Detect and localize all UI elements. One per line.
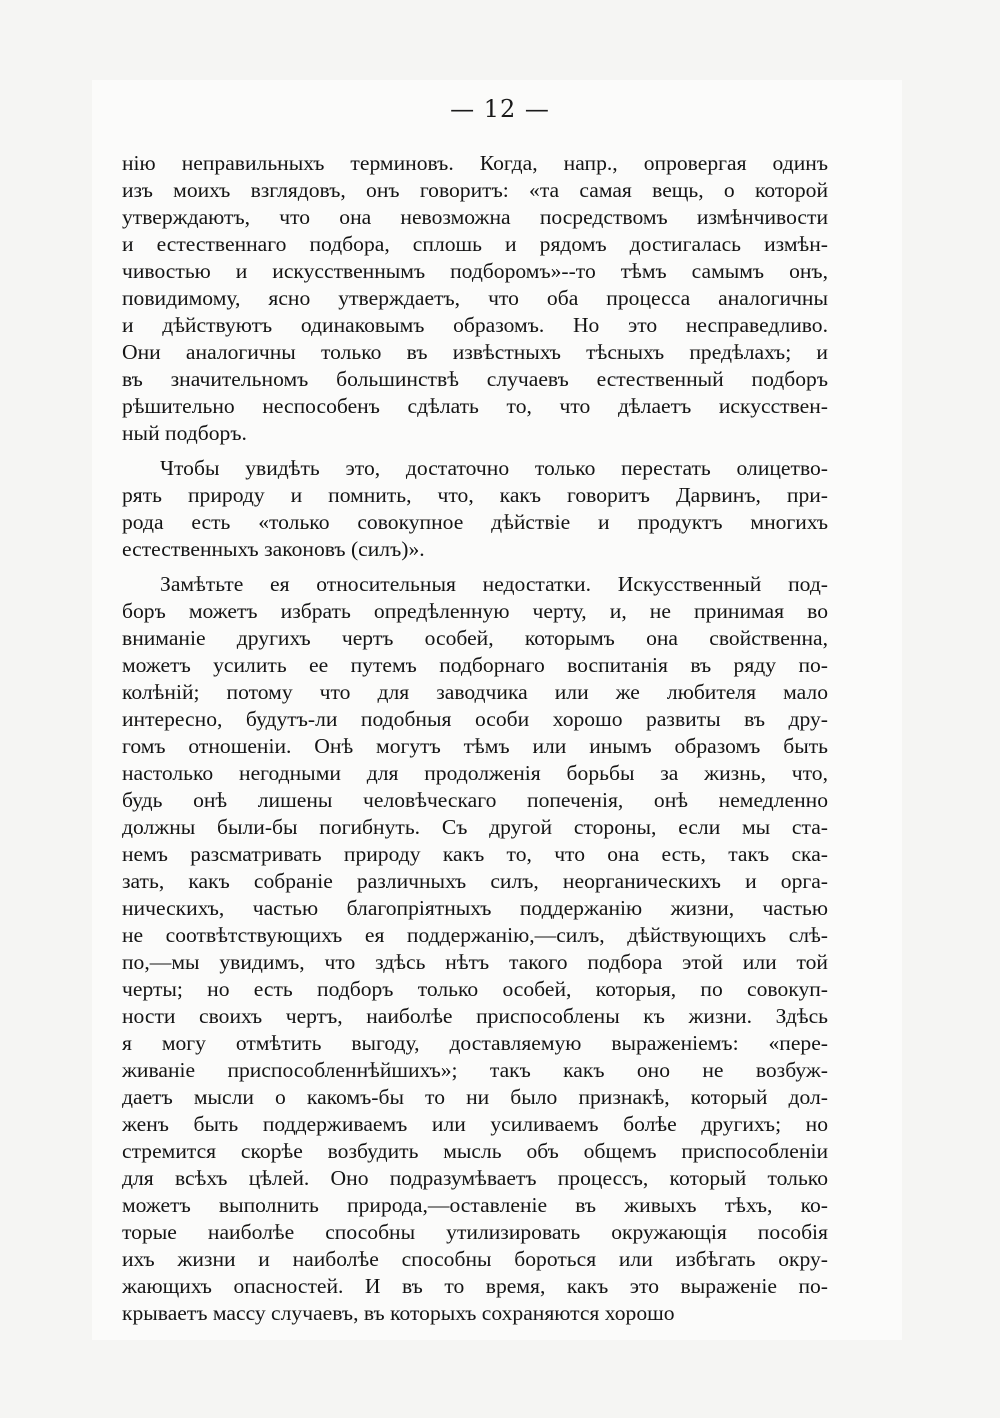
text-line: для всѣхъ цѣлей. Оно подразумѣваетъ процессъ, который только <box>122 1166 828 1190</box>
text-line: Они аналогичны только въ извѣстныхъ тѣсныхъ предѣлахъ; и <box>122 340 828 364</box>
text-line: рѣшительно неспособенъ сдѣлать то, что дѣлаетъ искусствен- <box>122 394 828 418</box>
text-line: можетъ выполнить природа,—оставленіе въ живыхъ тѣхъ, ко- <box>122 1193 828 1217</box>
text-line: я могу отмѣтить выгоду, доставляемую выраженіемъ: «пере- <box>122 1031 828 1055</box>
paragraph <box>122 150 828 447</box>
text-line: и естественнаго подбора, сплошь и рядомъ достигалась измѣн- <box>122 232 828 256</box>
text-line: рять природу и помнить, что, какъ говоритъ Дарвинъ, при- <box>122 483 828 507</box>
text-line: настолько негодными для продолженія борьбы за жизнь, что, <box>122 761 828 785</box>
text-line: жающихъ опасностей. И въ то время, какъ это выраженіе по- <box>122 1274 828 1298</box>
text-line: въ значительномъ большинствѣ случаевъ естественный подборъ <box>122 367 828 391</box>
text-line: изъ моихъ взглядовъ, онъ говоритъ: «та самая вещь, о которой <box>122 178 828 202</box>
text-line: живаніе приспособленнѣйшихъ»; такъ какъ оно не возбуж- <box>122 1058 828 1082</box>
text-line: торые наиболѣе способны утилизировать окружающія пособія <box>122 1220 828 1244</box>
text-line: Чтобы увидѣть это, достаточно только перестать олицетво- <box>160 456 828 480</box>
text-line: повидимому, ясно утверждаетъ, что оба процесса аналогичны <box>122 286 828 310</box>
text-line: колѣній; потому что для заводчика или же любителя мало <box>122 680 828 704</box>
text-line: ническихъ, частью благопріятныхъ поддержанію жизни, частью <box>122 896 828 920</box>
text-line: будь онѣ лишены человѣческаго попеченія, онѣ немедленно <box>122 788 828 812</box>
text-line: должны были-бы погибнуть. Съ другой стороны, если мы ста- <box>122 815 828 839</box>
text-line: боръ можетъ избрать опредѣленную черту, и, не принимая во <box>122 599 828 623</box>
text-line: чивостью и искусственнымъ подборомъ»--то тѣмъ самымъ онъ, <box>122 259 828 283</box>
paragraph <box>122 571 828 1327</box>
text-line: гомъ отношеніи. Онѣ могутъ тѣмъ или инымъ образомъ быть <box>122 734 828 758</box>
text-line: рода есть «только совокупное дѣйствіе и продуктъ многихъ <box>122 510 828 534</box>
text-line: не соотвѣтствующихъ ея поддержанію,—силъ, дѣйствующихъ слѣ- <box>122 923 828 947</box>
text-line: немъ разсматривать природу какъ то, что она есть, такъ ска- <box>122 842 828 866</box>
text-line: даетъ мысли о какомъ-бы то ни было признакѣ, который дол- <box>122 1085 828 1109</box>
text-line: крываетъ массу случаевъ, въ которыхъ сохраняются хорошо <box>122 1301 675 1325</box>
paragraph-gap <box>122 447 828 455</box>
text-line: можетъ усилить ее путемъ подборнаго воспитанія въ ряду по- <box>122 653 828 677</box>
text-line: черты; но есть подборъ только особей, которыя, по совокуп- <box>122 977 828 1001</box>
text-line: ихъ жизни и наиболѣе способны бороться или избѣгать окру- <box>122 1247 828 1271</box>
text-line: ности своихъ чертъ, наиболѣе приспособлены къ жизни. Здѣсь <box>122 1004 828 1028</box>
text-line: зать, какъ собраніе различныхъ силъ, неорганическихъ и орга- <box>122 869 828 893</box>
body-text <box>122 150 828 1327</box>
paragraph-gap <box>122 563 828 571</box>
text-line: стремится скорѣе возбудить мысль объ общемъ приспособленіи <box>122 1139 828 1163</box>
text-line: вниманіе другихъ чертъ особей, которымъ она свойственна, <box>122 626 828 650</box>
text-line: и дѣйствуютъ одинаковымъ образомъ. Но это несправедливо. <box>122 313 828 337</box>
page-number: — 12 — <box>450 95 550 123</box>
paragraph <box>122 455 828 563</box>
text-line: интересно, будутъ-ли подобныя особи хорошо развиты въ дру- <box>122 707 828 731</box>
text-line: ный подборъ. <box>122 421 247 445</box>
text-line: естественныхъ законовъ (силъ)». <box>122 537 425 561</box>
text-line: Замѣтьте ея относительныя недостатки. Искусственный под- <box>160 572 828 596</box>
text-line: утверждаютъ, что она невозможна посредствомъ измѣнчивости <box>122 205 828 229</box>
text-line: по,—мы увидимъ, что здѣсь нѣтъ такого подбора этой или той <box>122 950 828 974</box>
text-line: нію неправильныхъ терминовъ. Когда, напр., опровергая одинъ <box>122 151 828 175</box>
text-line: женъ быть поддерживаемъ или усиливаемъ болѣе другихъ; но <box>122 1112 828 1136</box>
